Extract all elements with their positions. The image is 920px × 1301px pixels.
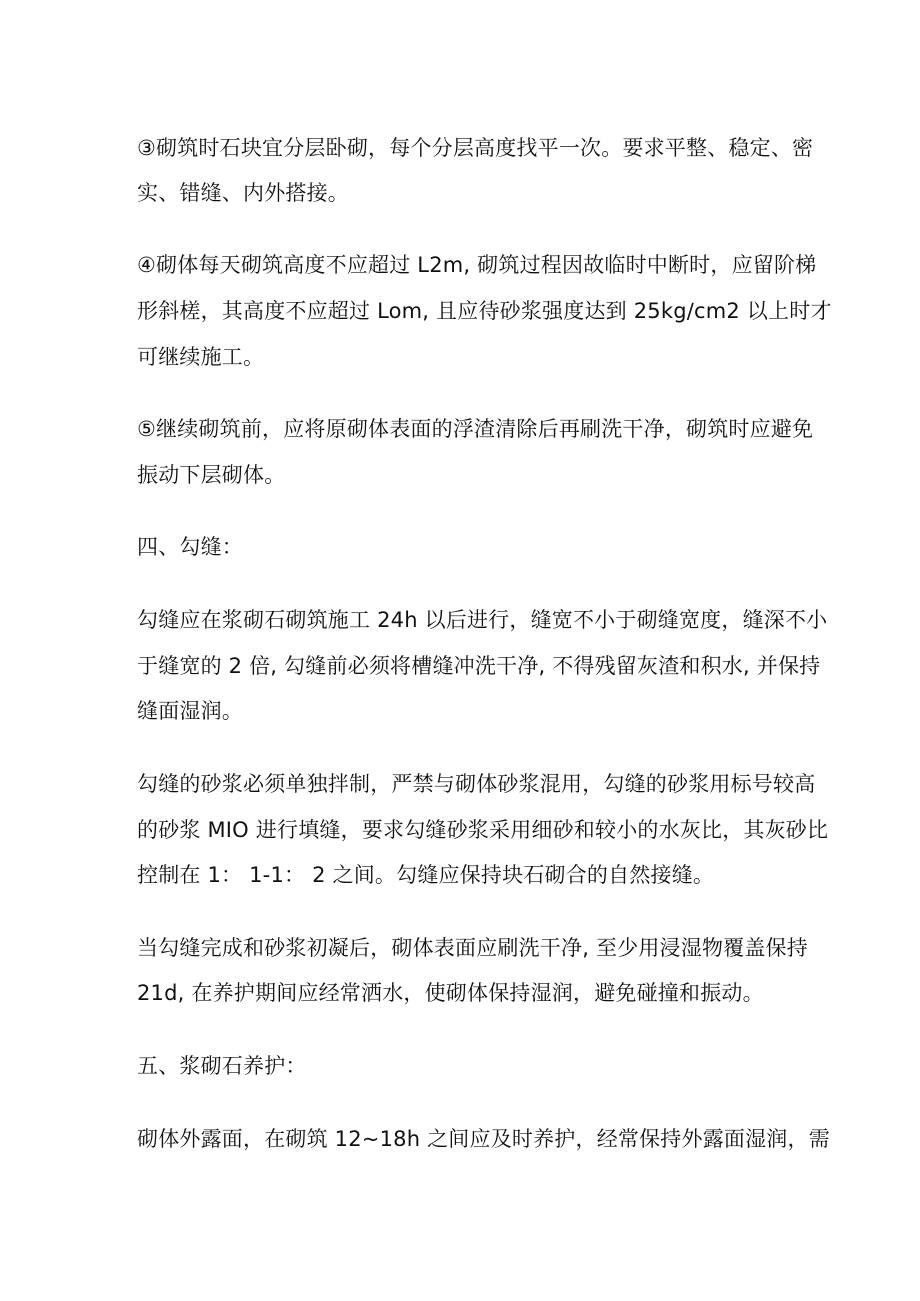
text-line: 可继续施工。 (137, 345, 265, 369)
text-line: 控制在 1： 1-1： 2 之间。勾缝应保持块石砌合的自然接缝。 (137, 863, 715, 887)
text-line: 当勾缝完成和砂浆初凝后，砌体表面应刷洗干净, 至少用浸湿物覆盖保持 (137, 936, 808, 960)
text-line: 于缝宽的 2 倍, 勾缝前必须将槽缝冲洗干净, 不得残留灰渣和积水, 并保持 (137, 654, 821, 678)
text-line: 实、错缝、内外搭接。 (137, 181, 349, 205)
text-line: 21d, 在养护期间应经常洒水，使砌体保持湿润，避免碰撞和振动。 (137, 981, 764, 1005)
text-line: ④砌体每天砌筑高度不应超过 L2m, 砌筑过程因故临时中断时，应留阶梯 (137, 253, 817, 277)
text-line: ⑤继续砌筑前，应将原砌体表面的浮渣清除后再刷洗干净，砌筑时应避免 (137, 417, 814, 441)
section-heading: 四、勾缝： (137, 535, 243, 559)
text-line: ③砌筑时石块宜分层卧砌，每个分层高度找平一次。要求平整、稳定、密 (137, 136, 814, 160)
text-line: 缝面湿润。 (137, 699, 243, 723)
text-line: 的砂浆 MIO 进行填缝，要求勾缝砂浆采用细砂和较小的水灰比，其灰砂比 (137, 818, 829, 842)
text-line: 砌体外露面，在砌筑 12~18h 之间应及时养护，经常保持外露面湿润，需 (137, 1127, 830, 1151)
text-line: 振动下层砌体。 (137, 463, 286, 487)
text-line: 勾缝应在浆砌石砌筑施工 24h 以后进行，缝宽不小于砌缝宽度，缝深不小 (137, 608, 828, 632)
text-line: 形斜槎，其高度不应超过 Lom, 且应待砂浆强度达到 25kg∕cm2 以上时才 (137, 299, 832, 323)
text-line: 勾缝的砂浆必须单独拌制，严禁与砌体砂浆混用，勾缝的砂浆用标号较高 (137, 772, 816, 796)
section-heading: 五、浆砌石养护： (137, 1054, 307, 1078)
